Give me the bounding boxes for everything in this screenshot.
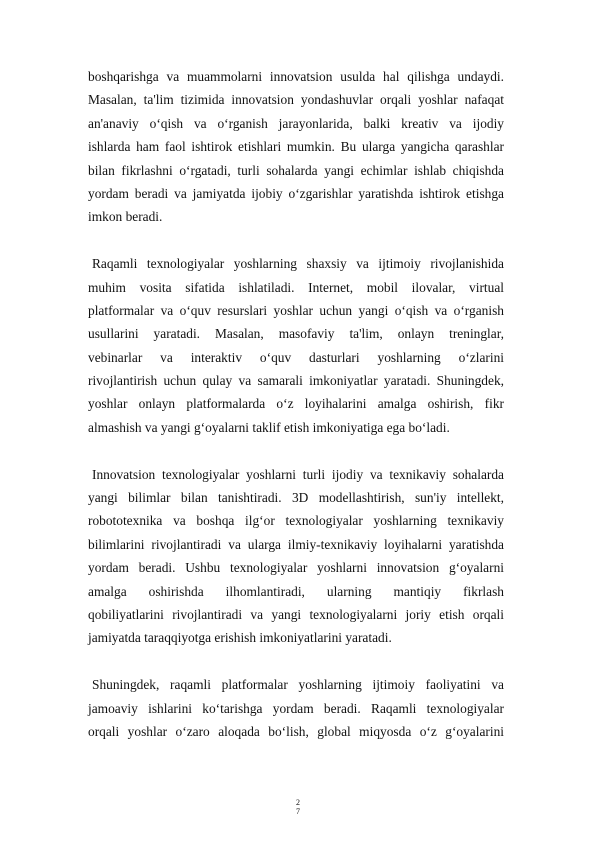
- text-line: bilimlarini rivojlantiradi va ularga ilmiy-texnikaviy loyihalarni yaratishda: [88, 536, 504, 552]
- body-text: [88, 65, 504, 743]
- page-number: [293, 798, 303, 816]
- text-line: vebinarlar va interaktiv o‘quv dasturlari yoshlarning o‘zlarini: [88, 349, 504, 365]
- text-line: Shuningdek, raqamli platformalar yoshlarning ijtimoiy faoliyatini va: [92, 677, 504, 693]
- text-line: Masalan, ta'lim tizimida innovatsion yondashuvlar orqali yoshlar nafaqat: [88, 92, 504, 108]
- text-line: Raqamli texnologiyalar yoshlarning shaxsiy va ijtimoiy rivojlanishida: [92, 256, 504, 272]
- paragraph-gap: [88, 439, 504, 462]
- text-line: bilan fikrlashni o‘rgatadi, turli sohalarda yangi echimlar ishlab chiqishda: [88, 162, 504, 178]
- text-line: almashish va yangi g‘oyalarni taklif etish imkoniyatiga ega bo‘ladi.: [88, 419, 450, 435]
- text-line: ishlarda ham faol ishtirok etishlari mumkin. Bu ularga yangicha qarashlar: [88, 139, 504, 155]
- paragraph: [88, 463, 504, 650]
- text-line: yordam beradi. Ushbu texnologiyalar yoshlarni innovatsion g‘oyalarni: [88, 560, 504, 576]
- text-line: robototexnika va boshqa ilg‘or texnologiyalar yoshlarning texnikaviy: [88, 513, 504, 529]
- text-line: an'anaviy o‘qish va o‘rganish jarayonlarida, balki kreativ va ijodiy: [88, 115, 504, 131]
- text-line: imkon beradi.: [88, 209, 163, 225]
- text-line: jamiyatda taraqqiyotga erishish imkoniyatlarini yaratadi.: [88, 630, 392, 646]
- text-line: rivojlantirish uchun qulay va samarali imkoniyatlar yaratadi. Shuningdek,: [88, 373, 504, 389]
- text-line: orqali yoshlar o‘zaro aloqada bo‘lish, global miqyosda o‘z g‘oyalarini: [88, 723, 504, 739]
- text-line: muhim vosita sifatida ishlatiladi. Internet, mobil ilovalar, virtual: [88, 279, 504, 295]
- paragraph: [88, 252, 504, 439]
- text-line: boshqarishga va muammolarni innovatsion usulda hal qilishga undaydi.: [88, 69, 504, 84]
- text-line: platformalar va o‘quv resurslari yoshlar uchun yangi o‘qish va o‘rganish: [88, 302, 504, 318]
- paragraph-gap: [88, 650, 504, 673]
- text-line: yangi bilimlar bilan tanishtiradi. 3D modellashtirish, sun'iy intellekt,: [88, 490, 504, 506]
- text-line: yordam beradi va jamiyatda ijobiy o‘zgarishlar yaratishda ishtirok etishga: [88, 185, 504, 201]
- text-line: yoshlar onlayn platformalarda o‘z loyihalarini amalga oshirish, fikr: [88, 396, 504, 412]
- paragraph: [88, 65, 504, 229]
- text-line: qobiliyatlarini rivojlantiradi va yangi texnologiyalarni joriy etish orqali: [88, 606, 504, 622]
- paragraph-gap: [88, 229, 504, 252]
- text-line: jamoaviy ishlarini ko‘tarishga yordam beradi. Raqamli texnologiyalar: [88, 700, 504, 716]
- text-line: Innovatsion texnologiyalar yoshlarni turli ijodiy va texnikaviy sohalarda: [92, 466, 504, 482]
- text-line: usullarini yaratadi. Masalan, masofaviy ta'lim, onlayn treninglar,: [88, 326, 504, 342]
- text-line: amalga oshirishda ilhomlantiradi, ularning mantiqiy fikrlash: [88, 583, 504, 599]
- paragraph: [88, 673, 504, 743]
- page-number-digit: 7: [296, 807, 300, 816]
- page-number-digit: 2: [296, 798, 300, 807]
